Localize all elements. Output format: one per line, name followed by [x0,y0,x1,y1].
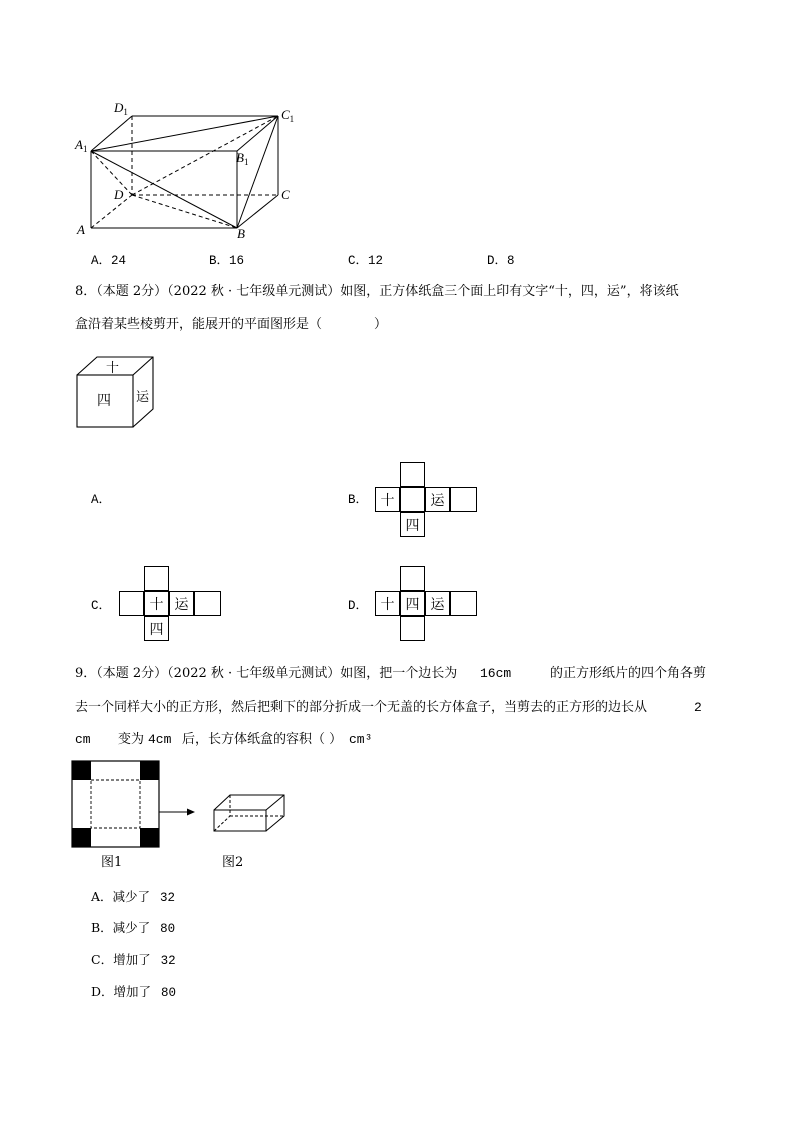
label-b1: B [236,150,244,165]
q9-stem-line3a: cm [75,732,91,747]
cube-side-text: 运 [136,389,150,404]
net-b-cell-1: 十 [375,487,400,512]
q9-stem-line3e: cm³ [349,732,373,747]
q9-stem-line2b: 2 [694,700,702,715]
net-d-cell-2: 四 [400,591,425,616]
label-a: A [77,222,85,237]
label-a1: A [75,137,83,152]
net-d-cell-1: 十 [375,591,400,616]
net-c-cell-bottom: 四 [144,616,169,641]
label-d1-sub: 1 [123,107,128,117]
q9-option-d-label: D．增加了 [91,984,152,999]
net-c-cell-far [194,591,221,616]
q8-cube-figure [74,354,156,430]
cube-top-text: 十 [106,360,120,375]
svg-text:D1 [113,100,128,117]
label-d1: D [114,100,124,115]
label-c1: C [281,107,290,122]
q7-option-c[interactable]: C．12 [348,254,384,268]
net-d-cell-top [400,566,425,591]
fig1-square [72,761,159,847]
q7-option-d[interactable]: D．8 [487,254,515,268]
q9-option-a[interactable] [91,891,175,905]
q9-stem-line3d: 后，长方体纸盒的容积（ ） [182,732,343,747]
q9-stem-line1c: 的正方形纸片的四个角各剪 [550,666,707,681]
q8-option-b[interactable]: B． [348,493,369,507]
q8-option-c[interactable]: C． [91,599,112,613]
q9-option-d[interactable] [91,986,176,1000]
svg-text:A1 [74,137,87,154]
q9-option-a-label: A．减少了 [91,889,151,904]
net-b-cell-3: 运 [425,487,450,512]
label-c1-sub: 1 [289,114,295,124]
q9-figures [70,758,290,852]
q7-option-b[interactable]: B．16 [209,254,245,268]
q9-option-a-value: 32 [160,891,176,905]
q9-option-c-label: C．增加了 [91,952,151,967]
net-c-cell-left [119,591,144,616]
label-d: D [114,187,124,202]
fig1-caption: 图1 [101,855,123,870]
q8-option-d[interactable]: D． [348,599,369,613]
q7-option-a[interactable]: A．24 [91,254,127,268]
q8-stem-line1: 8．（本题 2分）（2022 秋 · 七年级单元测试）如图，正方体纸盒三个面上印有文字“十，四，运”，将该纸 [75,284,679,299]
net-b-cell-2 [400,487,425,512]
q9-option-c[interactable] [91,954,176,968]
cube-front-text: 四 [97,394,111,409]
net-b-cell-bottom: 四 [400,512,425,537]
svg-text:C1 [281,107,294,124]
label-c: C [281,187,290,202]
net-d-cell-4 [450,591,477,616]
svg-text:B1 [236,150,248,167]
q9-stem-line3c: 4cm [148,732,172,747]
q9-stem-line1b: 16cm [480,666,512,681]
net-d-cell-bottom [400,616,425,641]
fig2-box [214,795,284,831]
net-b-cell-top [400,462,425,487]
fig2-caption: 图2 [222,855,244,870]
net-d-cell-3: 运 [425,591,450,616]
q9-option-d-value: 80 [161,986,177,1000]
q9-stem-line1a: 9．（本题 2分）（2022 秋 · 七年级单元测试）如图，把一个边长为 [75,666,458,681]
q9-stem-line3b: 变为 [118,732,145,747]
net-c-cell-mid: 十 [144,591,169,616]
label-a1-sub: 1 [82,144,88,154]
q8-option-a[interactable]: A． [91,493,112,507]
q7-prism-figure [70,96,310,246]
q9-option-b-label: B．减少了 [91,920,151,935]
net-c-cell-top [144,566,169,591]
q9-option-b-value: 80 [160,922,176,936]
label-b: B [237,226,245,241]
q9-stem-line2a: 去一个同样大小的正方形，然后把剩下的部分折成一个无盖的长方体盒子，当剪去的正方形的边长从 [75,700,648,715]
q8-stem-line2: 盒沿着某些棱剪开，能展开的平面图形是（ ） [75,317,388,332]
label-b1-sub: 1 [243,157,249,167]
net-c-cell-right: 运 [169,591,194,616]
q9-option-b[interactable] [91,922,175,936]
fig-arrow [159,809,195,816]
net-b-cell-4 [450,487,477,512]
q9-option-c-value: 32 [160,954,176,968]
